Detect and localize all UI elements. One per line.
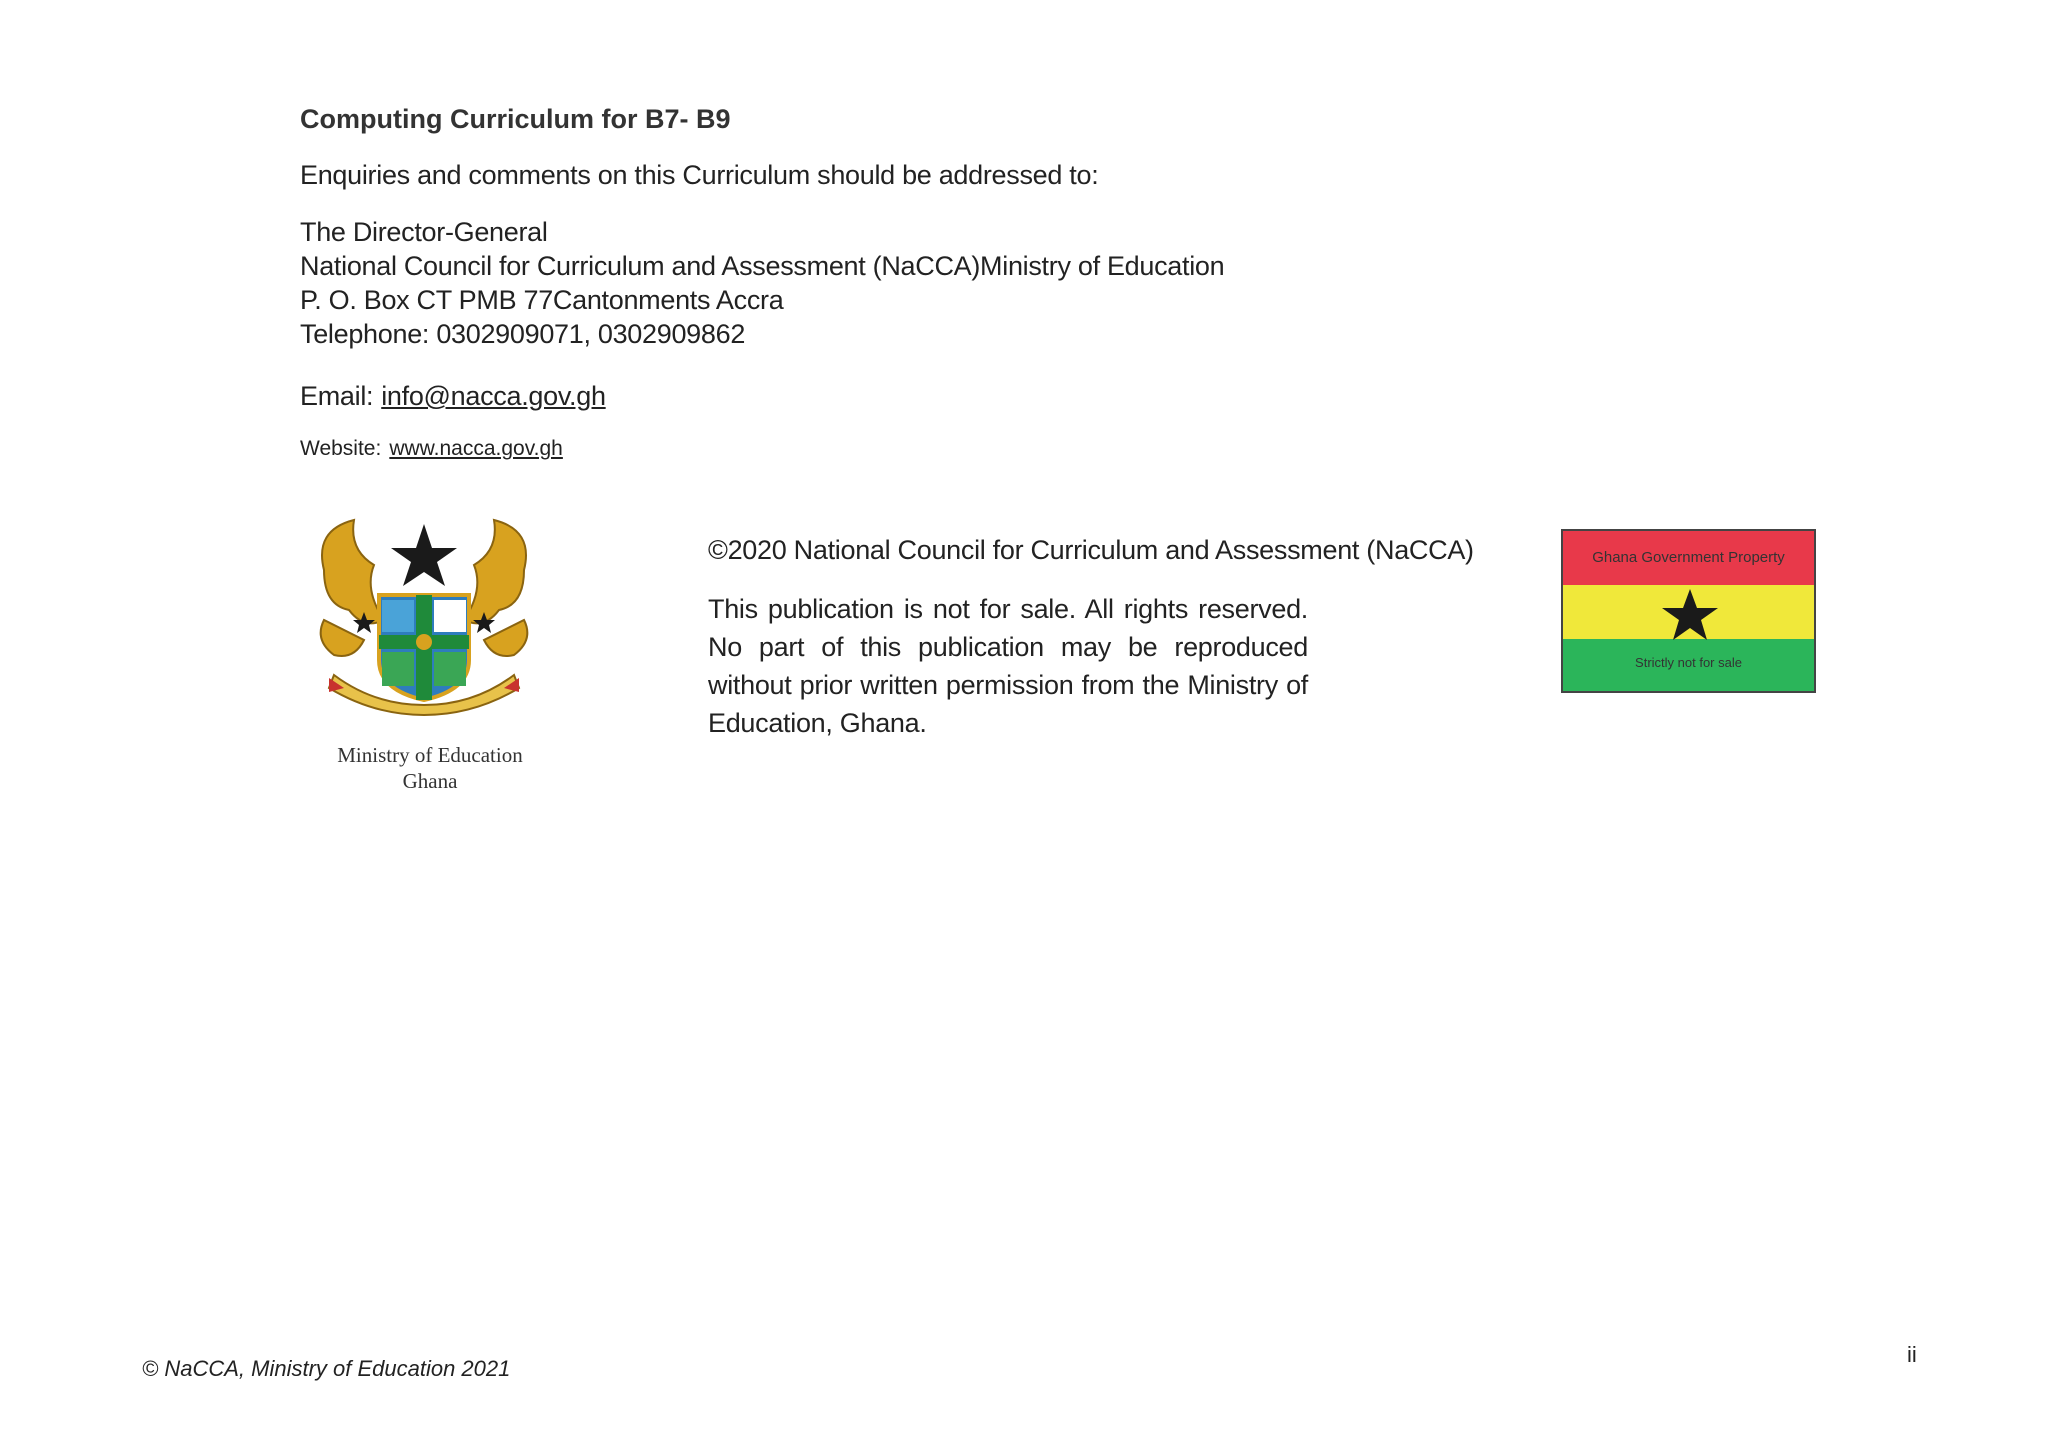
email-label: Email: <box>300 381 374 411</box>
footer-copyright: © NaCCA, Ministry of Education 2021 <box>142 1356 511 1381</box>
flag-bottom-text: Strictly not for sale <box>1635 655 1742 670</box>
document-title: Computing Curriculum for B7- B9 <box>300 104 731 134</box>
enquiries-intro: Enquiries and comments on this Curriculum should be addressed to: <box>300 160 1099 190</box>
email-line <box>300 379 606 413</box>
address-line-telephone: Telephone: 0302909071, 0302909862 <box>300 319 746 349</box>
website-line <box>300 437 563 461</box>
address-line-council: National Council for Curriculum and Assessment (NaCCA)Ministry of Education <box>300 251 1225 281</box>
rights-notice: This publication is not for sale. All rights reserved. No part of this publication may be reproduced without prior written permission from the Ministry of Education, Ghana. <box>708 594 1308 738</box>
copyright-notice: ©2020 National Council for Curriculum and Assessment (NaCCA) <box>708 535 1474 565</box>
address-block <box>300 215 1224 351</box>
crest-caption-ministry: Ministry of Education <box>337 743 523 767</box>
ghana-coat-of-arms-icon <box>304 510 544 720</box>
flag-top-text: Ghana Government Property <box>1592 549 1785 566</box>
crest-caption <box>300 742 560 794</box>
website-link[interactable]: www.nacca.gov.gh <box>389 437 563 460</box>
address-line-director: The Director-General <box>300 217 548 247</box>
ghana-flag-sticker <box>1561 529 1816 693</box>
email-link[interactable]: info@nacca.gov.gh <box>381 381 606 411</box>
black-star-icon <box>1661 589 1719 641</box>
website-label: Website: <box>300 437 382 460</box>
crest-caption-country: Ghana <box>402 769 458 793</box>
page-number: ii <box>1907 1342 1917 1367</box>
address-line-po-box: P. O. Box CT PMB 77Cantonments Accra <box>300 285 784 315</box>
